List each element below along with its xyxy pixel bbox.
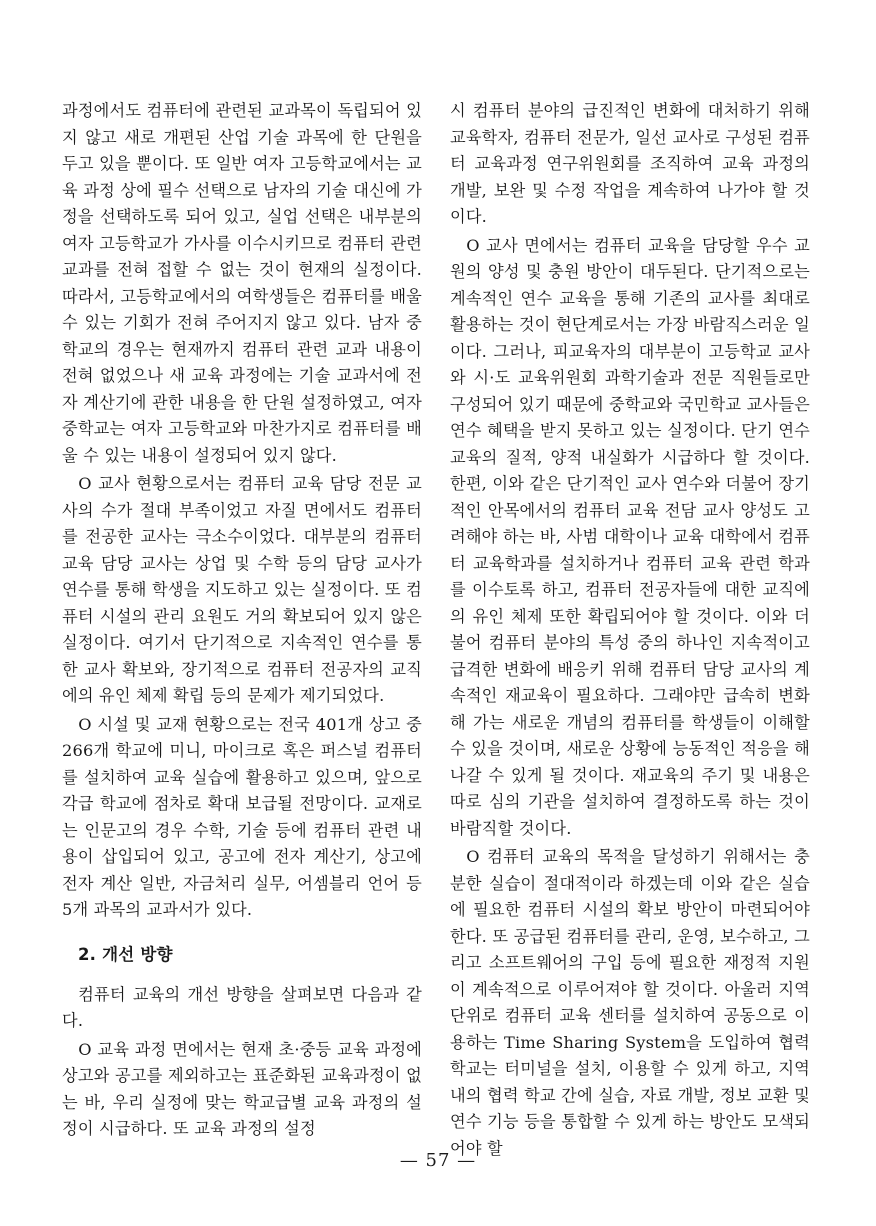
paragraph-facility-improvement: O 컴퓨터 교육의 목적을 달성하기 위해서는 충분한 실습이 절대적이라 하겠는데 이와 같은 실습에 필요한 컴퓨터 시설의 확보 방안이 마련되어야 한다. 또 공급된 컴퓨터를 관리, 운영, 보수하고, 그리고 소프트웨어의 구입 등에 필요한 재정적 지원이 계속적으로 이루어져야 할 것이다. 아울러 지역 단위로 컴퓨터 교육 센터를 설치하여 공동으로 이용하는 Time Sharing System을 도입하여 협력 학교는 터미널을 설치, 이용할 수 있게 하고, 지역 내의 협력 학교 간에 실습, 자료 개발, 정보 교환 및 연수 기능 등을 통합할 수 있게 하는 방안도 모색되어야 할 bbox=[450, 847, 810, 1158]
page-number: — 57 — bbox=[399, 1150, 477, 1171]
paragraph-teacher-improvement: O 교사 면에서는 컴퓨터 교육을 담당할 우수 교원의 양성 및 충원 방안이 대두된다. 단기적으로는 계속적인 연수 교육을 통해 기존의 교사를 최대로 활용하는 것이 현단계로서는 가장 바람직스러운 일이다. 그러나, 피교육자의 대부분이 고등학교 교사와 시·도 교육위원회 과학기술과 전문 직원들로만 구성되어 있기 때문에 중학교와 국민학교 교사들은 연수 혜택을 받지 못하고 있는 실정이다. 단기 연수 교육의 질적, 양적 내실화가 시급하다 할 것이다. 한편, 이와 같은 단기적인 교사 연수와 더불어 장기적인 안목에서의 컴퓨터 교육 전담 교사 양성도 고려해야 하는 바, 사범 대학이나 교육 대학에서 컴퓨터 교육학과를 설치하거나 컴퓨터 교육 관련 학과를 이수토록 하고, 컴퓨터 전공자들에 대한 교직에의 유인 체제 또한 확립되어야 할 것이다. 이와 더불어 컴퓨터 분야의 특성 중의 하나인 지속적이고 급격한 변화에 배응키 위해 컴퓨터 담당 교사의 계속적인 재교육이 필요하다. 그래야만 급속히 변화해 가는 새로운 개념의 컴퓨터를 학생들이 이해할 수 있을 것이며, 새로운 상황에 능동적인 적응을 해 나갈 수 있게 될 것이다. 재교육의 주기 및 내용은 따로 심의 기관을 설치하여 결정하도록 하는 것이 바람직할 것이다. bbox=[450, 235, 810, 838]
left-column bbox=[62, 98, 422, 1143]
paragraph-curriculum-improvement: O 교육 과정 면에서는 현재 초·중등 교육 과정에 상고와 공고를 제외하고는 표준화된 교육과정이 없는 바, 우리 실정에 맞는 학교급별 교육 과정의 설정이 시급하다. 또 교육 과정의 설정 bbox=[62, 1039, 422, 1138]
section-title: 2. 개선 방향 bbox=[78, 944, 173, 964]
paragraph-facility-status: O 시설 및 교재 현황으로는 전국 401개 상고 중 266개 학교에 미니, 마이크로 혹은 퍼스널 컴퓨터를 설치하여 교육 실습에 활용하고 있으며, 앞으로 각급 학교에 점차로 확대 보급될 전망이다. 교재로는 인문고의 경우 수학, 기술 등에 컴퓨터 관련 내용이 삽입되어 있고, 공고에 전자 계산기, 상고에 전자 계산 일반, 자금처리 실무, 어셈블리 언어 등 5개 과목의 교과서가 있다. bbox=[62, 714, 422, 919]
paragraph-improvement-intro: 컴퓨터 교육의 개선 방향을 살펴보면 다음과 같다. bbox=[62, 984, 422, 1030]
paragraph-curriculum-continued: 시 컴퓨터 분야의 급진적인 변화에 대처하기 위해 교육학자, 컴퓨터 전문가, 일선 교사로 구성된 컴퓨터 교육과정 연구위원회를 조직하여 교육 과정의 개발, 보완 및 수정 작업을 계속하여 나가야 할 것이다. bbox=[450, 101, 810, 226]
right-column bbox=[450, 98, 810, 1162]
paragraph-curriculum-status: 과정에서도 컴퓨터에 관련된 교과목이 독립되어 있지 않고 새로 개편된 산업 기술 과목에 한 단원을 두고 있을 뿐이다. 또 일반 여자 고등학교에서는 교육 과정 상에 필수 선택으로 남자의 기술 대신에 가정을 선택하도록 되어 있고, 실업 선택은 내부분의 여자 고등학교가 가사를 이수시키므로 컴퓨터 관련 교과를 전혀 접할 수 없는 것이 현재의 실정이다. 따라서, 고등학교에서의 여학생들은 컴퓨터를 배울 수 있는 기회가 전혀 주어지지 않고 있다. 남자 중학교의 경우는 현재까지 컴퓨터 관련 교과 내용이 전혀 없었으나 새 교육 과정에는 기술 교과서에 전자 계산기에 관한 내용을 한 단원 설정하였고, 여자 중학교는 여자 고등학교와 마찬가지로 컴퓨터를 배울 수 있는 내용이 설정되어 있지 않다. bbox=[62, 101, 422, 465]
paragraph-teacher-status: O 교사 현황으로서는 컴퓨터 교육 담당 전문 교사의 수가 절대 부족이었고 자질 면에서도 컴퓨터를 전공한 교사는 극소수이었다. 대부분의 컴퓨터 교육 담당 교사는 상업 및 수학 등의 담당 교사가 연수를 통해 학생을 지도하고 있는 실정이다. 또 컴퓨터 시설의 관리 요원도 거의 확보되어 있지 않은 실정이다. 여기서 단기적으로 지속적인 연수를 통한 교사 확보와, 장기적으로 컴퓨터 전공자의 교직에의 유인 체제 확립 등의 문제가 제기되었다. bbox=[62, 474, 422, 705]
